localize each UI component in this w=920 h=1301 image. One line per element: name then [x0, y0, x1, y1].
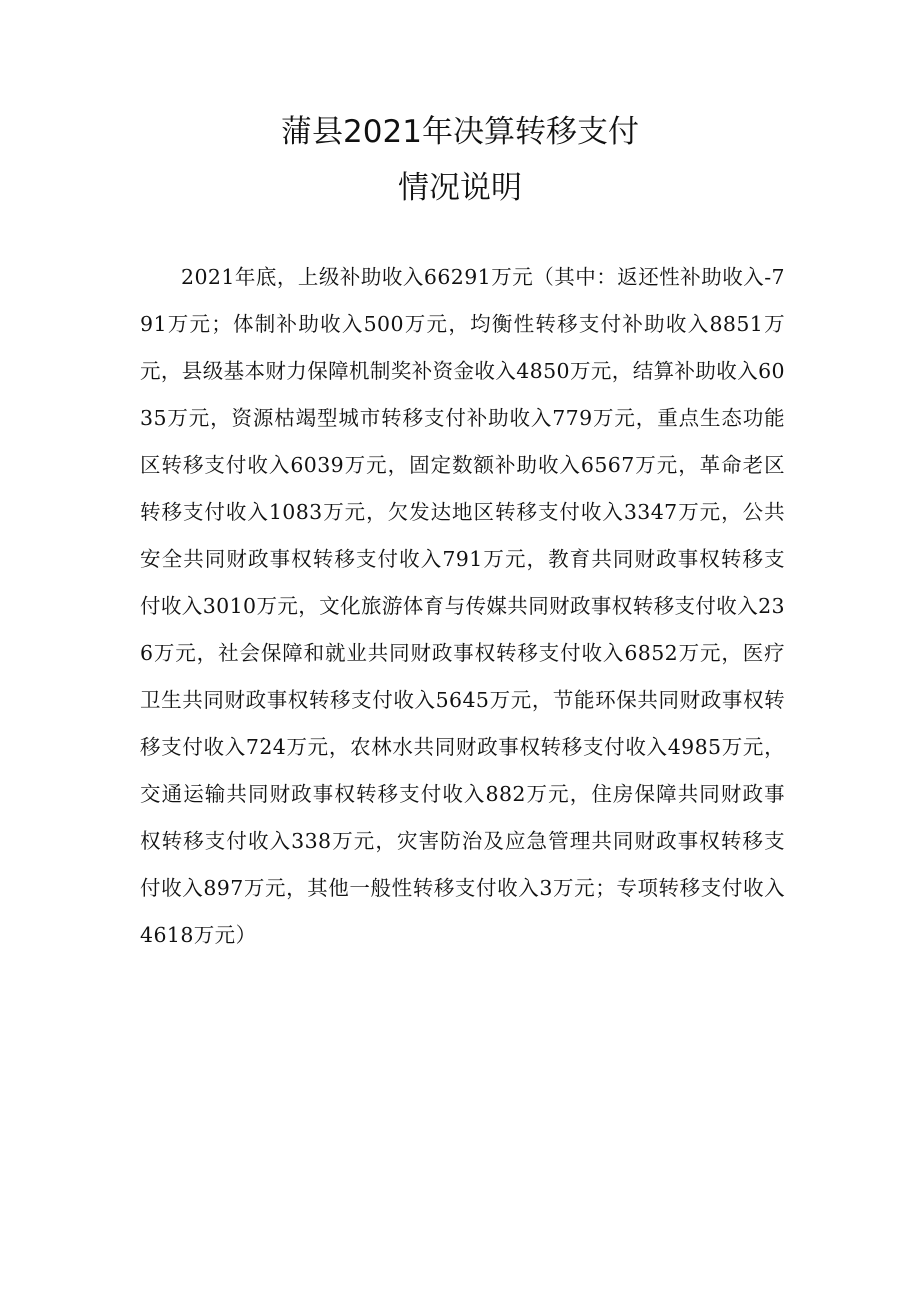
body-paragraph: 2021年底，上级补助收入66291万元（其中：返还性补助收入-791万元；体制补助收入500万元，均衡性转移支付补助收入8851万元，县级基本财力保障机制奖补资金收入4850万元，结算补助收入6035万元，资源枯竭型城市转移支付补助收入779万元，重点生态功能区转移支付收入6039万元，固定数额补助收入6567万元，革命老区转移支付收入1083万元，欠发达地区转移支付收入3347万元，公共安全共同财政事权转移支付收入791万元，教育共同财政事权转移支付收入3010万元，文化旅游体育与传媒共同财政事权转移支付收入236万元，社会保障和就业共同财政事权转移支付收入6852万元，医疗卫生共同财政事权转移支付收入5645万元，节能环保共同财政事权转移支付收入724万元，农林水共同财政事权转移支付收入4985万元，交通运输共同财政事权转移支付收入882万元，住房保障共同财政事权转移支付收入338万元，灾害防治及应急管理共同财政事权转移支付收入897万元，其他一般性转移支付收入3万元；专项转移支付收入4618万元）	[140, 265, 785, 947]
document-subtitle: 情况说明	[398, 170, 522, 206]
document-title: 蒲县2021年决算转移支付	[281, 114, 639, 150]
